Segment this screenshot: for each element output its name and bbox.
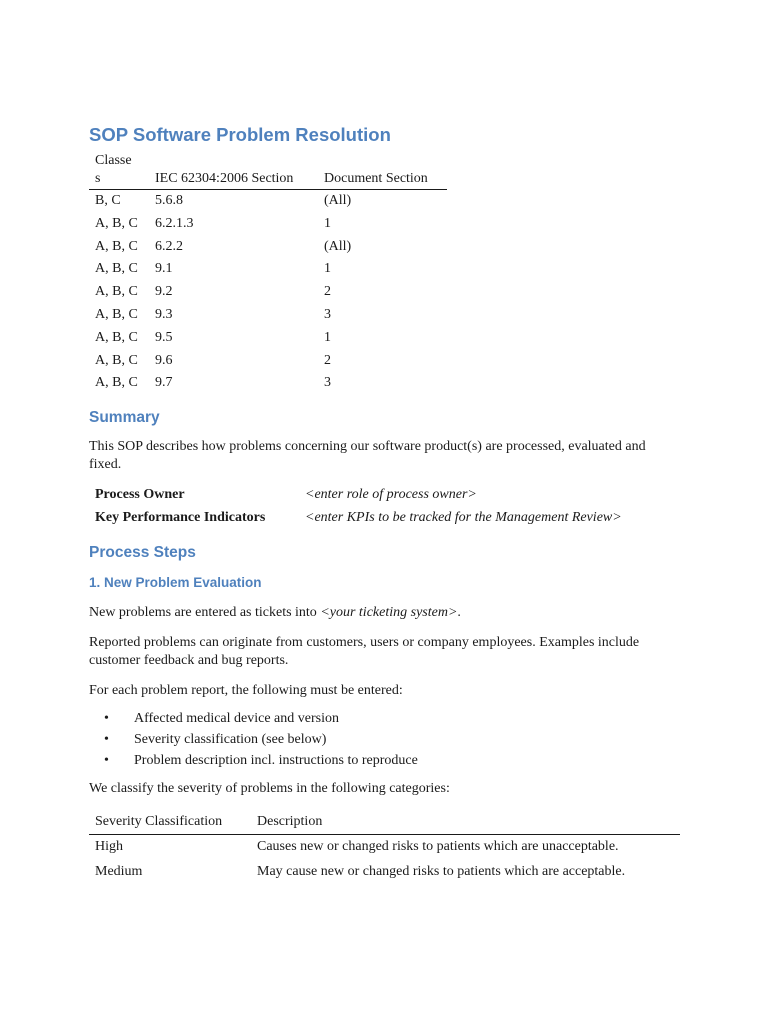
- list-item-text: Affected medical device and version: [134, 711, 339, 727]
- list-item: [89, 708, 681, 729]
- table-cell-document-section: 1: [324, 215, 331, 231]
- table-cell-iec-section: 9.6: [155, 352, 173, 368]
- classes-header: [89, 150, 149, 190]
- bullet-icon: •: [104, 711, 109, 727]
- severity-level-cell: High: [95, 839, 123, 855]
- table-cell-classes: A, B, C: [95, 284, 138, 300]
- kpi-label: Key Performance Indicators: [95, 510, 266, 526]
- table-row: [89, 835, 680, 861]
- severity-level-cell: Medium: [95, 864, 143, 880]
- list-item: [89, 750, 681, 771]
- table-row: [89, 860, 680, 885]
- table-cell-document-section: 2: [324, 284, 331, 300]
- document-page: [89, 122, 681, 885]
- step1-heading: 1. New Problem Evaluation: [89, 575, 262, 591]
- table-cell-classes: A, B, C: [95, 352, 138, 368]
- table-cell-classes: A, B, C: [95, 215, 138, 231]
- severity-table-header-row: [89, 811, 680, 835]
- summary-text: This SOP describes how problems concerning our software product(s) are processed, evaluated and fixed.: [89, 439, 646, 473]
- table-cell-iec-section: 9.3: [155, 306, 173, 322]
- table-row: [89, 281, 447, 304]
- classes-table: [89, 150, 447, 395]
- process-owner-value: <enter role of process owner>: [305, 487, 477, 503]
- iec-section-header: IEC 62304:2006 Section: [149, 150, 318, 190]
- table-cell-classes: A, B, C: [95, 261, 138, 277]
- document-title: SOP Software Problem Resolution: [89, 124, 391, 145]
- table-cell-document-section: (All): [324, 238, 352, 254]
- severity-table: [89, 811, 680, 885]
- table-cell-classes: A, B, C: [95, 238, 138, 254]
- severity-description-header: Description: [251, 811, 680, 835]
- classes-header-part1: Classe: [95, 153, 132, 168]
- table-cell-iec-section: 6.2.1.3: [155, 215, 194, 231]
- table-cell-classes: A, B, C: [95, 306, 138, 322]
- classes-table-header-row: [89, 150, 447, 190]
- process-owner-label: Process Owner: [95, 487, 185, 503]
- document-section-header: Document Section: [318, 150, 447, 190]
- table-row: [89, 258, 447, 281]
- table-cell-iec-section: 9.2: [155, 284, 173, 300]
- table-cell-document-section: 1: [324, 261, 331, 277]
- step1-paragraph-required-fields: For each problem report, the following must be entered:: [89, 683, 403, 699]
- kpi-value: <enter KPIs to be tracked for the Management Review>: [305, 510, 622, 526]
- table-cell-document-section: 3: [324, 306, 331, 322]
- severity-intro: We classify the severity of problems in the following categories:: [89, 781, 450, 797]
- ticketing-suffix: .: [457, 605, 461, 621]
- list-item-text: Problem description incl. instructions to reproduce: [134, 753, 418, 769]
- ticketing-system-placeholder: <your ticketing system>: [320, 605, 458, 621]
- table-row: [89, 213, 447, 236]
- table-cell-classes: A, B, C: [95, 329, 138, 345]
- required-fields-list: [89, 708, 681, 771]
- roles-table: [89, 484, 628, 530]
- table-row: [89, 350, 447, 373]
- table-cell-iec-section: 9.1: [155, 261, 173, 277]
- severity-description-cell: May cause new or changed risks to patients which are acceptable.: [257, 864, 626, 880]
- list-item-text: Severity classification (see below): [134, 732, 327, 748]
- table-cell-document-section: 2: [324, 352, 331, 368]
- table-cell-iec-section: 9.5: [155, 329, 173, 345]
- step1-paragraph-sources: Reported problems can originate from customers, users or company employees. Examples include customer feedback and bug reports.: [89, 635, 640, 669]
- table-cell-classes: A, B, C: [95, 375, 138, 391]
- bullet-icon: •: [104, 753, 109, 769]
- table-row: [89, 236, 447, 259]
- summary-heading: Summary: [89, 409, 160, 427]
- bullet-icon: •: [104, 732, 109, 748]
- table-row: [89, 304, 447, 327]
- table-row: [89, 190, 447, 213]
- severity-classification-header: Severity Classification: [89, 811, 251, 835]
- list-item: [89, 729, 681, 750]
- table-row: [89, 327, 447, 350]
- table-cell-document-section: 3: [324, 375, 331, 391]
- table-row: [89, 484, 628, 507]
- ticketing-prefix: New problems are entered as tickets into: [89, 605, 321, 621]
- table-cell-iec-section: 5.6.8: [155, 193, 183, 208]
- table-cell-document-section: (All): [324, 193, 352, 208]
- table-row: [89, 507, 628, 530]
- table-cell-classes: B, C: [95, 193, 121, 208]
- classes-header-part2: s: [95, 171, 101, 186]
- process-steps-heading: Process Steps: [89, 544, 196, 562]
- severity-description-cell: Causes new or changed risks to patients which are unacceptable.: [257, 839, 619, 855]
- table-cell-document-section: 1: [324, 329, 331, 345]
- table-cell-iec-section: 9.7: [155, 375, 173, 391]
- table-cell-iec-section: 6.2.2: [155, 238, 183, 254]
- table-row: [89, 372, 447, 395]
- step1-paragraph-ticketing: [89, 604, 681, 622]
